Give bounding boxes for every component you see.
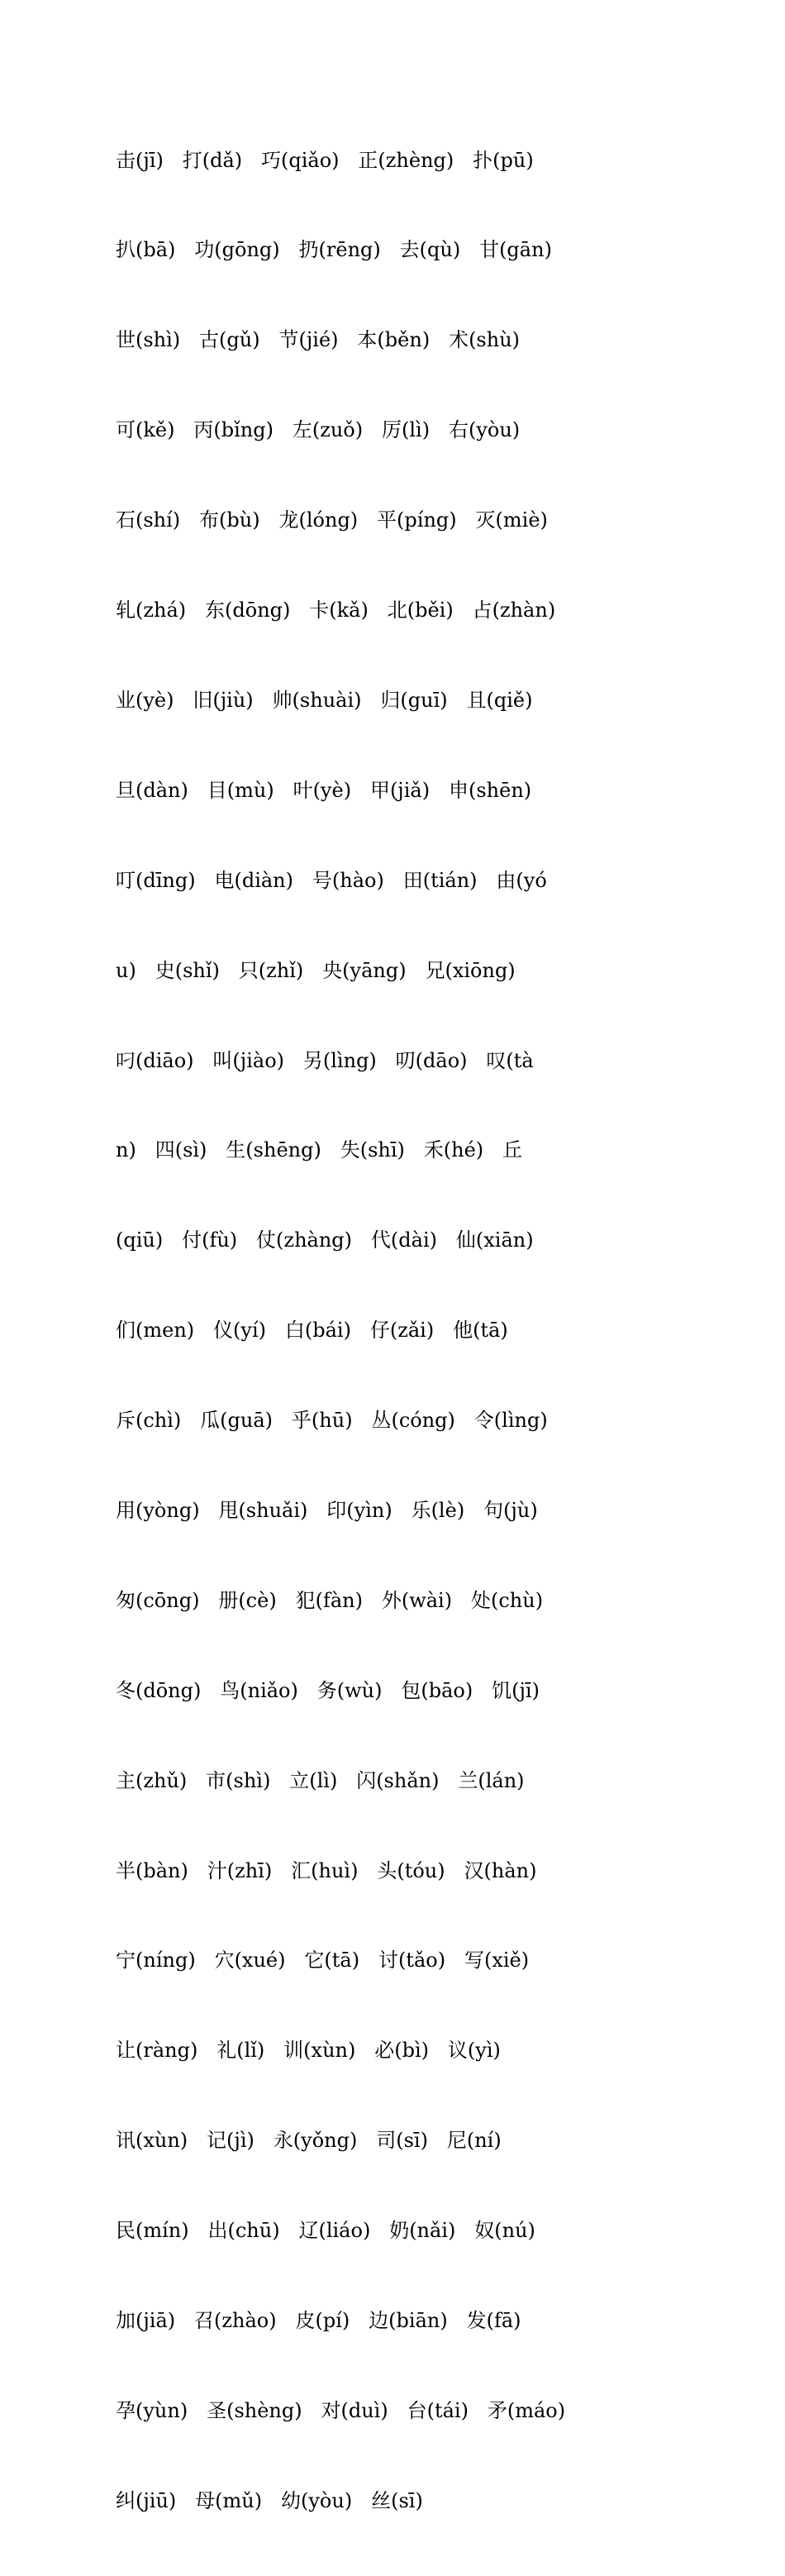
text-line: 业(yè) 旧(jiù) 帅(shuài) 归(guī) 且(qiě) (116, 688, 533, 712)
text-line: 可(kě) 丙(bǐng) 左(zuǒ) 厉(lì) 右(yòu) (116, 418, 521, 442)
text-line: 用(yòng) 甩(shuǎi) 印(yìn) 乐(lè) 句(jù) (116, 1498, 538, 1522)
text-line: 扒(bā) 功(gōng) 扔(rēng) 去(qù) 甘(gān) (116, 238, 552, 262)
text-line: 民(mín) 出(chū) 辽(liáo) 奶(nǎi) 奴(nú) (116, 2219, 535, 2243)
text-line: 匆(cōng) 册(cè) 犯(fàn) 外(wài) 处(chù) (116, 1588, 544, 1612)
text-line: 冬(dōng) 鸟(niǎo) 务(wù) 包(bāo) 饥(jī) (116, 1678, 540, 1702)
text-line: 旦(dàn) 目(mù) 叶(yè) 甲(jiǎ) 申(shēn) (116, 778, 532, 802)
text-line: (qiū) 付(fù) 仗(zhàng) 代(dài) 仙(xiān) (116, 1228, 534, 1252)
text-line: 孕(yùn) 圣(shèng) 对(duì) 台(tái) 矛(máo) (116, 2398, 566, 2422)
text-line: 叮(dīng) 电(diàn) 号(hào) 田(tián) 由(yó (116, 868, 547, 892)
text-line: 叼(diāo) 叫(jiào) 另(lìng) 叨(dāo) 叹(tà (116, 1048, 534, 1072)
text-line: 纠(jiū) 母(mǔ) 幼(yòu) 丝(sī) (116, 2488, 423, 2512)
text-line: n) 四(sì) 生(shēng) 失(shī) 禾(hé) 丘 (116, 1138, 523, 1162)
text-line: 击(jī) 打(dǎ) 巧(qiǎo) 正(zhèng) 扑(pū) (116, 148, 534, 172)
text-line: 半(bàn) 汁(zhī) 汇(huì) 头(tóu) 汉(hàn) (116, 1858, 537, 1882)
text-line: 宁(níng) 穴(xué) 它(tā) 讨(tǎo) 写(xiě) (116, 1949, 530, 1973)
pinyin-character-list (116, 85, 678, 2576)
text-line: 们(men) 仪(yí) 白(bái) 仔(zǎi) 他(tā) (116, 1319, 508, 1343)
text-line: 轧(zhá) 东(dōng) 卡(kǎ) 北(běi) 占(zhàn) (116, 599, 556, 623)
text-line: 斥(chì) 瓜(guā) 乎(hū) 丛(cóng) 令(lìng) (116, 1409, 548, 1433)
text-line: u) 史(shǐ) 只(zhǐ) 央(yāng) 兄(xiōng) (116, 958, 516, 982)
text-line: 世(shì) 古(gǔ) 节(jié) 本(běn) 术(shù) (116, 328, 521, 352)
text-line: 主(zhǔ) 市(shì) 立(lì) 闪(shǎn) 兰(lán) (116, 1768, 525, 1792)
text-line: 石(shí) 布(bù) 龙(lóng) 平(píng) 灭(miè) (116, 508, 548, 532)
text-line: 加(jiā) 召(zhào) 皮(pí) 边(biān) 发(fā) (116, 2308, 521, 2332)
text-line: 讯(xùn) 记(jì) 永(yǒng) 司(sī) 尼(ní) (116, 2129, 502, 2153)
text-line: 让(ràng) 礼(lǐ) 训(xùn) 必(bì) 议(yì) (116, 2039, 501, 2063)
